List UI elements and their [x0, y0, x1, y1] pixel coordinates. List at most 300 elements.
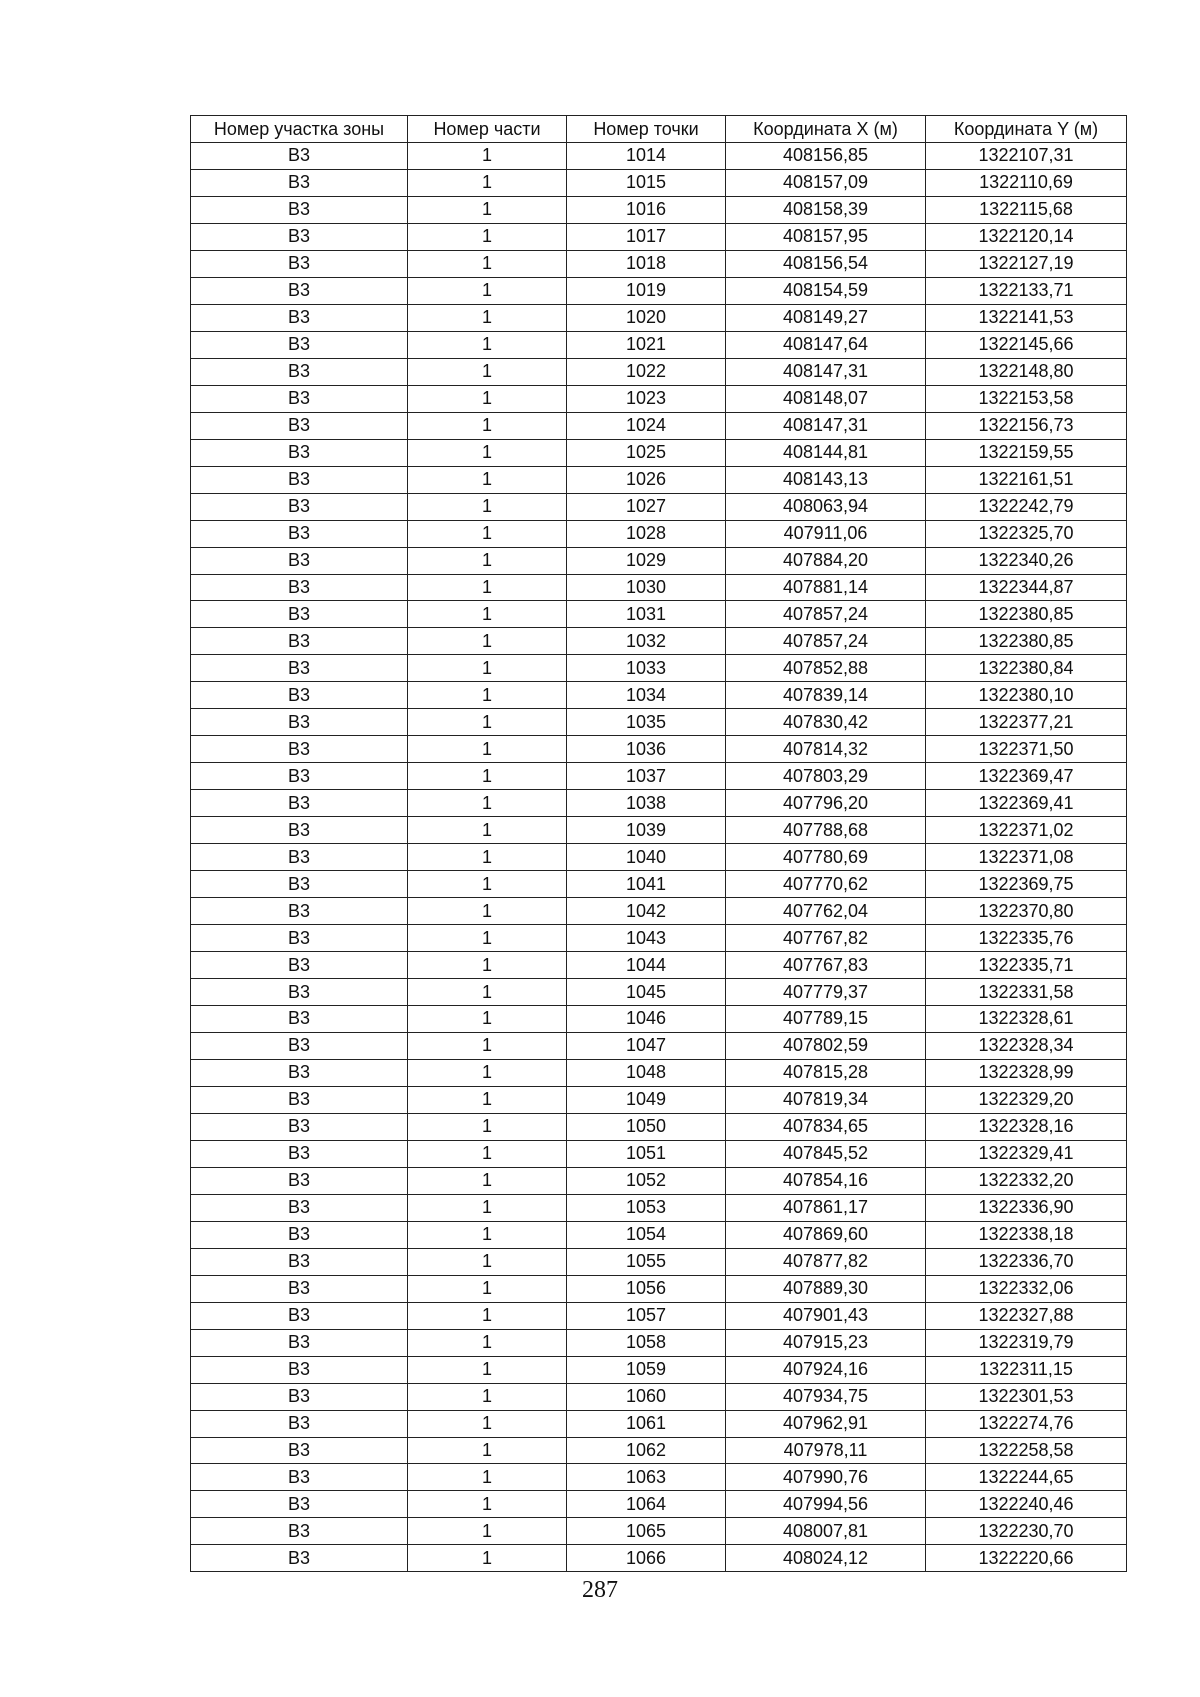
cell-coordinate-y: 1322141,53 [926, 304, 1127, 331]
cell-coordinate-y: 1322336,90 [926, 1194, 1127, 1221]
cell-coordinate-y: 1322240,46 [926, 1491, 1127, 1518]
header-part-number: Номер части [408, 116, 567, 143]
cell-coordinate-y: 1322369,47 [926, 763, 1127, 790]
cell-zone-section: В3 [191, 277, 408, 304]
cell-part-number: 1 [408, 1302, 567, 1329]
cell-zone-section: В3 [191, 925, 408, 952]
cell-coordinate-x: 408147,31 [726, 412, 926, 439]
table-row [191, 790, 1127, 817]
coordinates-table [190, 115, 1127, 1572]
table-row [191, 493, 1127, 520]
cell-coordinate-x: 408147,31 [726, 358, 926, 385]
table-row [191, 871, 1127, 898]
cell-point-number: 1065 [567, 1518, 726, 1545]
cell-point-number: 1056 [567, 1275, 726, 1302]
cell-point-number: 1029 [567, 547, 726, 574]
cell-coordinate-x: 408156,85 [726, 143, 926, 170]
cell-part-number: 1 [408, 1437, 567, 1464]
cell-part-number: 1 [408, 250, 567, 277]
cell-coordinate-y: 1322156,73 [926, 412, 1127, 439]
cell-zone-section: В3 [191, 304, 408, 331]
cell-coordinate-x: 408147,64 [726, 331, 926, 358]
cell-point-number: 1015 [567, 169, 726, 196]
cell-coordinate-x: 407901,43 [726, 1302, 926, 1329]
cell-zone-section: В3 [191, 682, 408, 709]
cell-point-number: 1020 [567, 304, 726, 331]
cell-coordinate-x: 408063,94 [726, 493, 926, 520]
cell-coordinate-x: 407770,62 [726, 871, 926, 898]
cell-zone-section: В3 [191, 1275, 408, 1302]
table-row [191, 143, 1127, 170]
cell-zone-section: В3 [191, 1518, 408, 1545]
cell-point-number: 1045 [567, 979, 726, 1006]
table-row [191, 655, 1127, 682]
cell-coordinate-x: 408158,39 [726, 196, 926, 223]
cell-part-number: 1 [408, 1113, 567, 1140]
cell-point-number: 1024 [567, 412, 726, 439]
cell-point-number: 1062 [567, 1437, 726, 1464]
cell-coordinate-x: 407830,42 [726, 709, 926, 736]
table-row [191, 1275, 1127, 1302]
cell-coordinate-y: 1322328,34 [926, 1032, 1127, 1059]
table-row [191, 277, 1127, 304]
cell-coordinate-y: 1322120,14 [926, 223, 1127, 250]
cell-part-number: 1 [408, 1059, 567, 1086]
cell-part-number: 1 [408, 655, 567, 682]
cell-coordinate-y: 1322301,53 [926, 1383, 1127, 1410]
table-row [191, 1059, 1127, 1086]
cell-point-number: 1052 [567, 1167, 726, 1194]
cell-point-number: 1032 [567, 628, 726, 655]
cell-zone-section: В3 [191, 1491, 408, 1518]
cell-point-number: 1040 [567, 844, 726, 871]
cell-coordinate-y: 1322242,79 [926, 493, 1127, 520]
cell-point-number: 1035 [567, 709, 726, 736]
cell-zone-section: В3 [191, 1059, 408, 1086]
cell-coordinate-x: 407934,75 [726, 1383, 926, 1410]
cell-zone-section: В3 [191, 736, 408, 763]
cell-coordinate-y: 1322127,19 [926, 250, 1127, 277]
cell-zone-section: В3 [191, 1410, 408, 1437]
header-zone-section: Номер участка зоны [191, 116, 408, 143]
cell-zone-section: В3 [191, 1545, 408, 1572]
cell-part-number: 1 [408, 1410, 567, 1437]
cell-coordinate-y: 1322115,68 [926, 196, 1127, 223]
table-row [191, 844, 1127, 871]
cell-point-number: 1061 [567, 1410, 726, 1437]
cell-zone-section: В3 [191, 547, 408, 574]
table-row [191, 709, 1127, 736]
table-row [191, 466, 1127, 493]
cell-coordinate-x: 407767,82 [726, 925, 926, 952]
cell-coordinate-x: 407869,60 [726, 1221, 926, 1248]
cell-point-number: 1050 [567, 1113, 726, 1140]
cell-part-number: 1 [408, 520, 567, 547]
cell-coordinate-y: 1322380,10 [926, 682, 1127, 709]
cell-part-number: 1 [408, 682, 567, 709]
cell-coordinate-y: 1322328,61 [926, 1006, 1127, 1033]
table-body [191, 143, 1127, 1572]
header-row [191, 116, 1127, 143]
cell-part-number: 1 [408, 898, 567, 925]
cell-part-number: 1 [408, 493, 567, 520]
cell-coordinate-y: 1322258,58 [926, 1437, 1127, 1464]
table-row [191, 1410, 1127, 1437]
table-row [191, 682, 1127, 709]
cell-zone-section: В3 [191, 1113, 408, 1140]
cell-coordinate-x: 407767,83 [726, 952, 926, 979]
cell-coordinate-x: 407884,20 [726, 547, 926, 574]
cell-part-number: 1 [408, 1032, 567, 1059]
cell-part-number: 1 [408, 1275, 567, 1302]
cell-zone-section: В3 [191, 574, 408, 601]
cell-zone-section: В3 [191, 763, 408, 790]
cell-point-number: 1025 [567, 439, 726, 466]
cell-coordinate-y: 1322340,26 [926, 547, 1127, 574]
cell-point-number: 1048 [567, 1059, 726, 1086]
table-row [191, 574, 1127, 601]
cell-part-number: 1 [408, 466, 567, 493]
cell-coordinate-y: 1322335,76 [926, 925, 1127, 952]
cell-coordinate-x: 407796,20 [726, 790, 926, 817]
cell-coordinate-x: 407854,16 [726, 1167, 926, 1194]
cell-coordinate-x: 407881,14 [726, 574, 926, 601]
cell-point-number: 1057 [567, 1302, 726, 1329]
cell-part-number: 1 [408, 844, 567, 871]
cell-coordinate-y: 1322338,18 [926, 1221, 1127, 1248]
cell-part-number: 1 [408, 1194, 567, 1221]
cell-point-number: 1042 [567, 898, 726, 925]
cell-coordinate-x: 408144,81 [726, 439, 926, 466]
cell-part-number: 1 [408, 574, 567, 601]
cell-zone-section: В3 [191, 520, 408, 547]
cell-point-number: 1047 [567, 1032, 726, 1059]
table-row [191, 1329, 1127, 1356]
cell-coordinate-y: 1322332,06 [926, 1275, 1127, 1302]
cell-zone-section: В3 [191, 952, 408, 979]
table-row [191, 925, 1127, 952]
cell-coordinate-y: 1322244,65 [926, 1464, 1127, 1491]
cell-point-number: 1041 [567, 871, 726, 898]
cell-part-number: 1 [408, 1545, 567, 1572]
cell-point-number: 1018 [567, 250, 726, 277]
cell-coordinate-x: 407861,17 [726, 1194, 926, 1221]
cell-zone-section: В3 [191, 1329, 408, 1356]
cell-coordinate-y: 1322380,84 [926, 655, 1127, 682]
cell-coordinate-x: 407802,59 [726, 1032, 926, 1059]
table-row [191, 223, 1127, 250]
cell-coordinate-y: 1322148,80 [926, 358, 1127, 385]
table-row [191, 1140, 1127, 1167]
cell-coordinate-x: 407857,24 [726, 628, 926, 655]
cell-coordinate-y: 1322335,71 [926, 952, 1127, 979]
cell-zone-section: В3 [191, 844, 408, 871]
table-row [191, 520, 1127, 547]
cell-coordinate-x: 407978,11 [726, 1437, 926, 1464]
cell-coordinate-y: 1322344,87 [926, 574, 1127, 601]
cell-zone-section: В3 [191, 439, 408, 466]
table-row [191, 1167, 1127, 1194]
cell-part-number: 1 [408, 1518, 567, 1545]
cell-coordinate-y: 1322380,85 [926, 628, 1127, 655]
cell-zone-section: В3 [191, 331, 408, 358]
table-row [191, 385, 1127, 412]
cell-coordinate-y: 1322329,20 [926, 1086, 1127, 1113]
cell-coordinate-x: 407815,28 [726, 1059, 926, 1086]
cell-zone-section: В3 [191, 871, 408, 898]
cell-point-number: 1021 [567, 331, 726, 358]
cell-coordinate-y: 1322371,08 [926, 844, 1127, 871]
cell-point-number: 1060 [567, 1383, 726, 1410]
cell-point-number: 1019 [567, 277, 726, 304]
table-row [191, 1464, 1127, 1491]
cell-coordinate-y: 1322274,76 [926, 1410, 1127, 1437]
cell-coordinate-x: 408149,27 [726, 304, 926, 331]
header-coordinate-y: Координата Y (м) [926, 116, 1127, 143]
cell-point-number: 1033 [567, 655, 726, 682]
table-row [191, 601, 1127, 628]
cell-point-number: 1022 [567, 358, 726, 385]
cell-part-number: 1 [408, 385, 567, 412]
cell-part-number: 1 [408, 1491, 567, 1518]
cell-coordinate-y: 1322329,41 [926, 1140, 1127, 1167]
cell-part-number: 1 [408, 1248, 567, 1275]
cell-part-number: 1 [408, 871, 567, 898]
cell-point-number: 1038 [567, 790, 726, 817]
cell-part-number: 1 [408, 304, 567, 331]
cell-point-number: 1034 [567, 682, 726, 709]
cell-part-number: 1 [408, 196, 567, 223]
cell-coordinate-x: 407857,24 [726, 601, 926, 628]
table-header [191, 116, 1127, 143]
table-row [191, 1221, 1127, 1248]
cell-zone-section: В3 [191, 143, 408, 170]
cell-point-number: 1044 [567, 952, 726, 979]
cell-coordinate-x: 407889,30 [726, 1275, 926, 1302]
cell-part-number: 1 [408, 358, 567, 385]
cell-point-number: 1051 [567, 1140, 726, 1167]
cell-point-number: 1023 [567, 385, 726, 412]
cell-coordinate-x: 407994,56 [726, 1491, 926, 1518]
header-point-number: Номер точки [567, 116, 726, 143]
cell-zone-section: В3 [191, 898, 408, 925]
cell-part-number: 1 [408, 979, 567, 1006]
cell-coordinate-y: 1322145,66 [926, 331, 1127, 358]
table-row [191, 547, 1127, 574]
cell-coordinate-y: 1322369,75 [926, 871, 1127, 898]
cell-coordinate-x: 408157,09 [726, 169, 926, 196]
cell-part-number: 1 [408, 223, 567, 250]
cell-zone-section: В3 [191, 1464, 408, 1491]
cell-coordinate-y: 1322331,58 [926, 979, 1127, 1006]
cell-zone-section: В3 [191, 493, 408, 520]
cell-point-number: 1037 [567, 763, 726, 790]
table-row [191, 169, 1127, 196]
table-row [191, 817, 1127, 844]
cell-point-number: 1028 [567, 520, 726, 547]
table-row [191, 1086, 1127, 1113]
table-row [191, 898, 1127, 925]
cell-part-number: 1 [408, 547, 567, 574]
cell-coordinate-x: 407779,37 [726, 979, 926, 1006]
cell-coordinate-x: 407915,23 [726, 1329, 926, 1356]
cell-coordinate-x: 408154,59 [726, 277, 926, 304]
table-row [191, 250, 1127, 277]
cell-part-number: 1 [408, 1006, 567, 1033]
table-row [191, 1032, 1127, 1059]
cell-zone-section: В3 [191, 412, 408, 439]
cell-zone-section: В3 [191, 196, 408, 223]
table-row [191, 196, 1127, 223]
cell-coordinate-x: 407819,34 [726, 1086, 926, 1113]
cell-zone-section: В3 [191, 1140, 408, 1167]
cell-coordinate-x: 408157,95 [726, 223, 926, 250]
cell-point-number: 1055 [567, 1248, 726, 1275]
cell-point-number: 1054 [567, 1221, 726, 1248]
cell-point-number: 1027 [567, 493, 726, 520]
cell-part-number: 1 [408, 790, 567, 817]
cell-zone-section: В3 [191, 385, 408, 412]
cell-coordinate-y: 1322332,20 [926, 1167, 1127, 1194]
cell-zone-section: В3 [191, 979, 408, 1006]
cell-point-number: 1026 [567, 466, 726, 493]
table-row [191, 358, 1127, 385]
table-row [191, 736, 1127, 763]
cell-coordinate-y: 1322380,85 [926, 601, 1127, 628]
cell-coordinate-y: 1322220,66 [926, 1545, 1127, 1572]
cell-part-number: 1 [408, 1356, 567, 1383]
cell-part-number: 1 [408, 277, 567, 304]
cell-part-number: 1 [408, 1329, 567, 1356]
cell-zone-section: В3 [191, 169, 408, 196]
cell-coordinate-y: 1322370,80 [926, 898, 1127, 925]
cell-coordinate-y: 1322369,41 [926, 790, 1127, 817]
table-row [191, 763, 1127, 790]
cell-point-number: 1039 [567, 817, 726, 844]
cell-coordinate-x: 407834,65 [726, 1113, 926, 1140]
cell-part-number: 1 [408, 601, 567, 628]
cell-coordinate-y: 1322159,55 [926, 439, 1127, 466]
header-coordinate-x: Координата X (м) [726, 116, 926, 143]
cell-coordinate-y: 1322371,02 [926, 817, 1127, 844]
cell-zone-section: В3 [191, 1302, 408, 1329]
cell-part-number: 1 [408, 331, 567, 358]
cell-point-number: 1036 [567, 736, 726, 763]
cell-point-number: 1064 [567, 1491, 726, 1518]
cell-coordinate-y: 1322327,88 [926, 1302, 1127, 1329]
cell-zone-section: В3 [191, 1006, 408, 1033]
table-row [191, 412, 1127, 439]
cell-zone-section: В3 [191, 601, 408, 628]
cell-zone-section: В3 [191, 1437, 408, 1464]
cell-zone-section: В3 [191, 223, 408, 250]
cell-part-number: 1 [408, 143, 567, 170]
table-row [191, 1194, 1127, 1221]
cell-part-number: 1 [408, 1221, 567, 1248]
table-row [191, 1302, 1127, 1329]
cell-coordinate-x: 407789,15 [726, 1006, 926, 1033]
cell-coordinate-y: 1322328,16 [926, 1113, 1127, 1140]
table-row [191, 1356, 1127, 1383]
cell-coordinate-y: 1322107,31 [926, 143, 1127, 170]
cell-part-number: 1 [408, 1167, 567, 1194]
table-row [191, 439, 1127, 466]
cell-point-number: 1053 [567, 1194, 726, 1221]
cell-point-number: 1031 [567, 601, 726, 628]
cell-part-number: 1 [408, 763, 567, 790]
cell-zone-section: В3 [191, 1356, 408, 1383]
cell-coordinate-x: 407924,16 [726, 1356, 926, 1383]
table-row [191, 1518, 1127, 1545]
cell-coordinate-y: 1322325,70 [926, 520, 1127, 547]
cell-zone-section: В3 [191, 1221, 408, 1248]
cell-coordinate-x: 407803,29 [726, 763, 926, 790]
cell-coordinate-x: 408007,81 [726, 1518, 926, 1545]
table-row [191, 952, 1127, 979]
cell-coordinate-x: 407990,76 [726, 1464, 926, 1491]
cell-coordinate-x: 408143,13 [726, 466, 926, 493]
cell-zone-section: В3 [191, 709, 408, 736]
cell-coordinate-x: 407814,32 [726, 736, 926, 763]
table-row [191, 304, 1127, 331]
cell-coordinate-x: 407877,82 [726, 1248, 926, 1275]
cell-zone-section: В3 [191, 655, 408, 682]
page-number: 287 [582, 1577, 618, 1603]
cell-zone-section: В3 [191, 466, 408, 493]
cell-part-number: 1 [408, 169, 567, 196]
cell-coordinate-x: 407762,04 [726, 898, 926, 925]
cell-zone-section: В3 [191, 1086, 408, 1113]
table-row [191, 1491, 1127, 1518]
cell-part-number: 1 [408, 1140, 567, 1167]
cell-zone-section: В3 [191, 1167, 408, 1194]
cell-point-number: 1058 [567, 1329, 726, 1356]
cell-coordinate-y: 1322110,69 [926, 169, 1127, 196]
cell-coordinate-x: 407962,91 [726, 1410, 926, 1437]
cell-point-number: 1014 [567, 143, 726, 170]
cell-coordinate-y: 1322319,79 [926, 1329, 1127, 1356]
cell-part-number: 1 [408, 817, 567, 844]
cell-zone-section: В3 [191, 817, 408, 844]
cell-coordinate-x: 407788,68 [726, 817, 926, 844]
cell-point-number: 1043 [567, 925, 726, 952]
cell-point-number: 1063 [567, 1464, 726, 1491]
cell-coordinate-x: 408156,54 [726, 250, 926, 277]
table-row [191, 1248, 1127, 1275]
cell-zone-section: В3 [191, 1194, 408, 1221]
cell-coordinate-x: 407911,06 [726, 520, 926, 547]
cell-coordinate-y: 1322377,21 [926, 709, 1127, 736]
table-row [191, 628, 1127, 655]
cell-coordinate-y: 1322328,99 [926, 1059, 1127, 1086]
cell-zone-section: В3 [191, 790, 408, 817]
cell-point-number: 1066 [567, 1545, 726, 1572]
cell-coordinate-x: 407839,14 [726, 682, 926, 709]
cell-coordinate-y: 1322311,15 [926, 1356, 1127, 1383]
cell-coordinate-y: 1322230,70 [926, 1518, 1127, 1545]
cell-coordinate-x: 407780,69 [726, 844, 926, 871]
cell-zone-section: В3 [191, 250, 408, 277]
cell-part-number: 1 [408, 736, 567, 763]
cell-coordinate-y: 1322336,70 [926, 1248, 1127, 1275]
table-row [191, 1113, 1127, 1140]
cell-part-number: 1 [408, 1383, 567, 1410]
cell-part-number: 1 [408, 412, 567, 439]
cell-zone-section: В3 [191, 1032, 408, 1059]
table-row [191, 979, 1127, 1006]
cell-coordinate-x: 408024,12 [726, 1545, 926, 1572]
cell-part-number: 1 [408, 952, 567, 979]
